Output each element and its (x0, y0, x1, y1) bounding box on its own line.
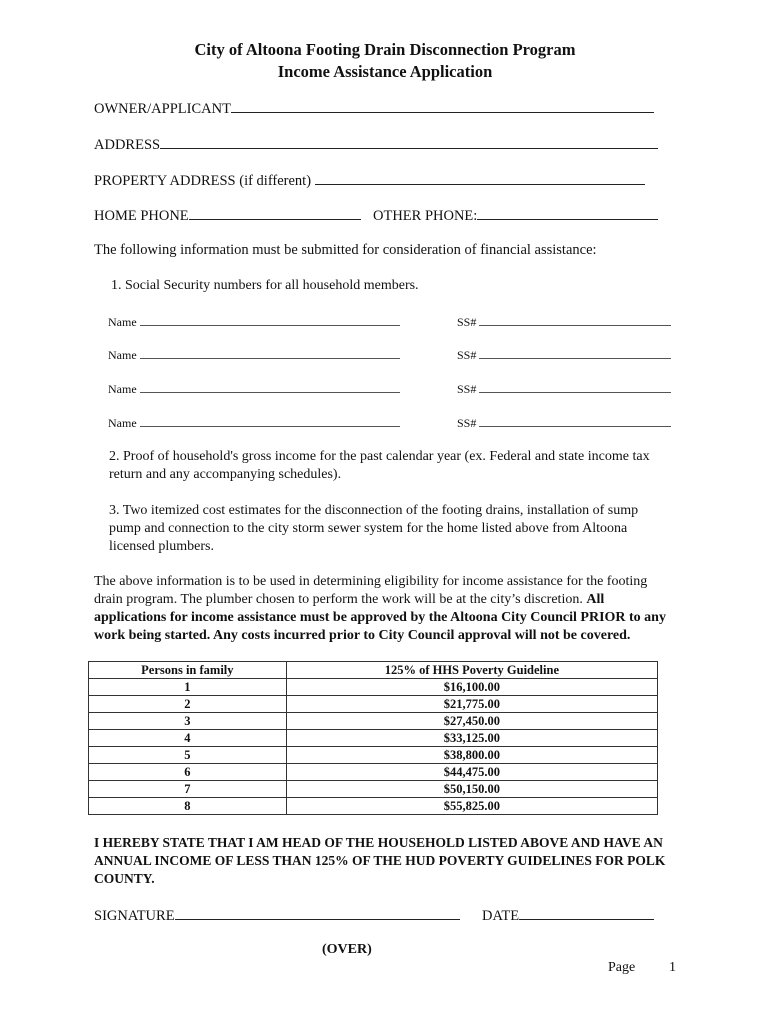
ss-label: SS# (457, 416, 477, 430)
notice-text: The above information is to be used in determining eligibility for income assistance for the footing drain program. The plumber chosen to perform the work will be at the city’s discretion. (94, 574, 648, 607)
household-ss-row[interactable] (457, 382, 671, 397)
other-phone-field[interactable] (373, 206, 658, 225)
home-phone-label: HOME PHONE (94, 208, 189, 224)
form-subtitle: Income Assistance Application (277, 62, 493, 81)
signature-line[interactable] (175, 906, 460, 920)
household-name-row[interactable] (108, 382, 400, 397)
signature-field[interactable] (94, 906, 460, 925)
date-label: DATE (482, 908, 520, 924)
table-cell: 5 (89, 747, 287, 764)
poverty-guideline-table (88, 661, 658, 815)
household-ss-row[interactable] (457, 416, 671, 431)
page-number: 1 (669, 960, 676, 975)
property-address-label: PROPERTY ADDRESS (if different) (94, 173, 312, 189)
declaration-text: I HEREBY STATE THAT I AM HEAD OF THE HOUSEHOLD LISTED ABOVE AND HAVE AN ANNUAL INCOME OF LESS THAN 125% OF THE HUD POVERTY GUIDELINES FOR POLK COUNTY. (94, 835, 666, 886)
signature-label: SIGNATURE (94, 908, 175, 924)
date-field[interactable] (482, 906, 654, 925)
household-name-row[interactable] (108, 348, 400, 363)
name-label: Name (108, 416, 137, 430)
table-row (89, 679, 658, 696)
table-cell: 8 (89, 798, 287, 815)
notice-paragraph (94, 573, 678, 645)
notice-bold-text: All applications for income assistance must be approved by the Altoona City Council PRIOR to any work being started. Any costs incurred prior to City Council approval will not be covered. (94, 592, 666, 643)
page-label: Page (608, 960, 636, 975)
owner-applicant-line[interactable] (231, 99, 654, 113)
item-1-text: 1. Social Security numbers for all household members. (111, 278, 419, 293)
form-title: City of Altoona Footing Drain Disconnection Program (194, 40, 576, 59)
ss-label: SS# (457, 315, 477, 329)
table-cell: 4 (89, 730, 287, 747)
table-cell: 2 (89, 696, 287, 713)
name-label: Name (108, 315, 137, 329)
property-address-field[interactable] (94, 171, 645, 190)
address-field[interactable] (94, 135, 658, 154)
household-ss-row[interactable] (457, 315, 671, 330)
ss-label: SS# (457, 348, 477, 362)
name-line[interactable] (140, 315, 400, 326)
table-cell: $21,775.00 (286, 696, 657, 713)
table-header: Persons in family (89, 662, 287, 679)
table-cell: $55,825.00 (286, 798, 657, 815)
other-phone-label: OTHER PHONE: (373, 208, 478, 224)
table-cell: $16,100.00 (286, 679, 657, 696)
table-cell: 7 (89, 781, 287, 798)
name-line[interactable] (140, 348, 400, 359)
ss-label: SS# (457, 382, 477, 396)
table-row (89, 764, 658, 781)
date-line[interactable] (519, 906, 654, 920)
household-ss-row[interactable] (457, 348, 671, 363)
table-cell: $50,150.00 (286, 781, 657, 798)
table-cell: $27,450.00 (286, 713, 657, 730)
table-row (89, 798, 658, 815)
name-label: Name (108, 382, 137, 396)
table-row (89, 747, 658, 764)
other-phone-line[interactable] (477, 206, 658, 220)
table-header: 125% of HHS Poverty Guideline (286, 662, 657, 679)
table-header-row (89, 662, 658, 679)
item-2-text: 2. Proof of household's gross income for the past calendar year (ex. Federal and state income tax return and any accompanying schedules). (109, 449, 650, 482)
table-row (89, 696, 658, 713)
ss-line[interactable] (479, 416, 671, 427)
ss-line[interactable] (479, 382, 671, 393)
table-cell: 1 (89, 679, 287, 696)
household-name-row[interactable] (108, 315, 400, 330)
table-cell: $44,475.00 (286, 764, 657, 781)
over-text: (OVER) (322, 942, 372, 957)
intro-text: The following information must be submitted for consideration of financial assistance: (94, 242, 597, 258)
household-name-row[interactable] (108, 416, 400, 431)
name-label: Name (108, 348, 137, 362)
table-cell: $38,800.00 (286, 747, 657, 764)
address-label: ADDRESS (94, 137, 161, 153)
home-phone-line[interactable] (189, 206, 361, 220)
table-row (89, 781, 658, 798)
home-phone-field[interactable] (94, 206, 361, 225)
ss-line[interactable] (479, 315, 671, 326)
table-cell: 6 (89, 764, 287, 781)
table-cell: $33,125.00 (286, 730, 657, 747)
owner-applicant-field[interactable] (94, 99, 654, 118)
item-3-text: 3. Two itemized cost estimates for the disconnection of the footing drains, installation of sump pump and connection to the city storm sewer system for the home listed above from Altoona licensed plumbers. (109, 503, 639, 554)
owner-applicant-label: OWNER/APPLICANT (94, 101, 231, 117)
name-line[interactable] (140, 382, 400, 393)
ss-line[interactable] (479, 348, 671, 359)
table-cell: 3 (89, 713, 287, 730)
address-line[interactable] (160, 135, 658, 149)
table-row (89, 730, 658, 747)
property-address-line[interactable] (315, 171, 645, 185)
name-line[interactable] (140, 416, 400, 427)
table-row (89, 713, 658, 730)
